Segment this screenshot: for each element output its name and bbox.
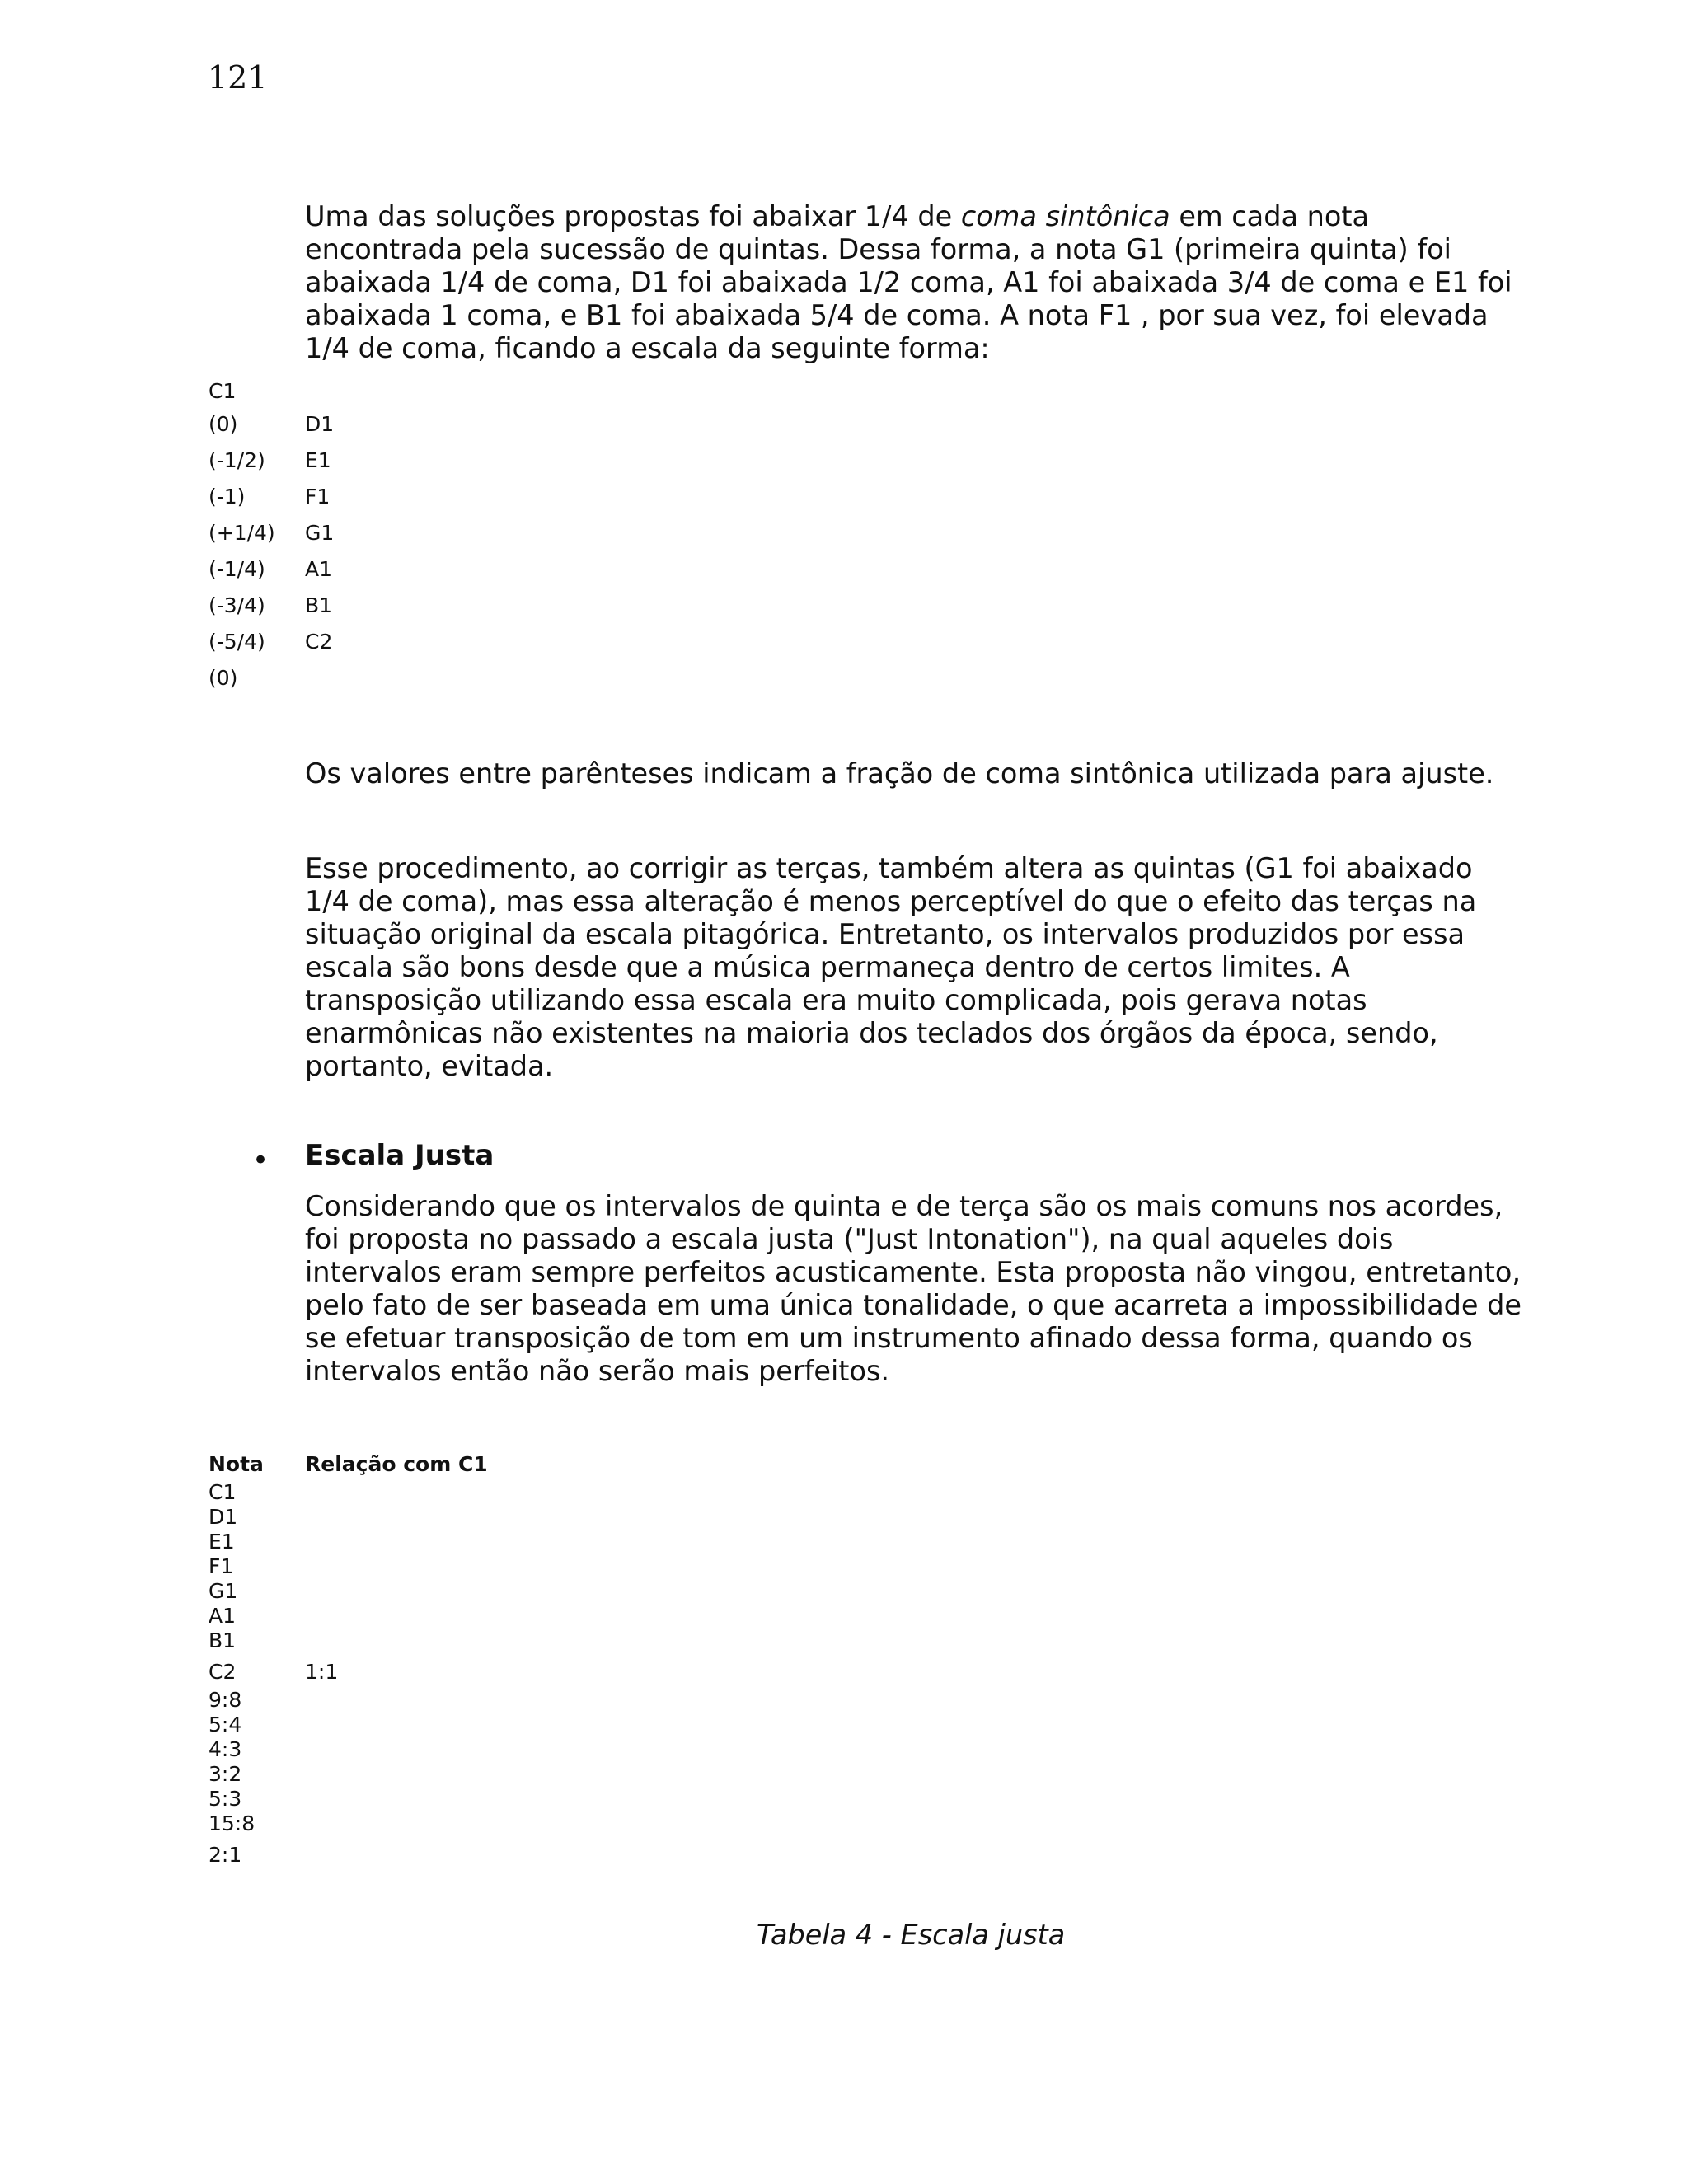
table-cell-nota: C2	[209, 1660, 237, 1684]
paragraph-text-end: em cada nota encontrada pela sucessão de quintas. Dessa forma, a nota G1 (primeira quinta) foi abaixada 1/4 de coma, D1 foi abaixada 1/2 coma, A1 foi abaixada 3/4 de coma e E1 foi abaixada 1 coma, e B1 foi abaixada 5/4 de coma. A nota F1 , por sua vez, foi elevada 1/4 de coma, ficando a escala da seguinte forma:	[305, 200, 1512, 364]
emphasis-coma-sintonica: coma sintônica	[960, 200, 1170, 232]
paragraph-text-start: Uma das soluções propostas foi abaixar 1/4 de	[305, 200, 961, 232]
table-cell-nota: E1	[209, 1530, 235, 1554]
paragraph-procedure: Esse procedimento, ao corrigir as terças, também altera as quintas (G1 foi abaixado 1/4 de coma), mas essa alteração é menos perceptível do que o efeito das terças na situação original da escala pitagórica. Entretanto, os intervalos produzidos por essa escala são bons desde que a música permaneça dentro de certos limites. A transposição utilizando essa escala era muito complicada, pois gerava notas enarmônicas não existentes na maioria dos teclados dos órgãos da época, sendo, portanto, evitada.	[305, 852, 1477, 1082]
table-cell-nota: F1	[209, 1554, 234, 1578]
page-number: 121	[208, 59, 268, 96]
scale-right-item: A1	[305, 557, 333, 581]
table-cell-nota: B1	[209, 1629, 237, 1652]
scale-right-item: C2	[305, 630, 333, 654]
paragraph-coma-solution	[305, 200, 1525, 365]
table-header-relacao: Relação com C1	[305, 1452, 488, 1476]
table-cell-nota: C1	[209, 1480, 237, 1504]
table-cell-nota: A1	[209, 1604, 237, 1628]
paragraph-parentheses-note: Os valores entre parênteses indicam a fração de coma sintônica utilizada para ajuste.	[305, 757, 1494, 790]
scale-left-item: (0)	[209, 666, 238, 690]
table-caption: Tabela 4 - Escala justa	[757, 1919, 1066, 1951]
table-cell-nota: 5:3	[209, 1787, 242, 1811]
scale-right-item: G1	[305, 521, 335, 545]
scale-right-item: E1	[305, 448, 331, 472]
scale-left-item: (-3/4)	[209, 593, 265, 617]
scale-right-item: D1	[305, 412, 335, 436]
table-cell-nota: 9:8	[209, 1688, 242, 1712]
table-cell-nota: D1	[209, 1505, 238, 1529]
table-cell-nota: 3:2	[209, 1762, 242, 1786]
bullet-marker: •	[252, 1144, 270, 1177]
table-header-nota: Nota	[209, 1452, 264, 1476]
scale-left-item: (-1/4)	[209, 557, 265, 581]
table-cell-nota: 2:1	[209, 1843, 242, 1867]
scale-right-item: B1	[305, 593, 333, 617]
section-heading-escala-justa: Escala Justa	[305, 1139, 495, 1172]
scale-left-item: (-5/4)	[209, 630, 265, 654]
scale-left-item: (-1)	[209, 485, 246, 509]
table-cell-nota: 15:8	[209, 1811, 256, 1835]
scale-left-item: C1	[209, 379, 237, 403]
table-cell-nota: G1	[209, 1579, 238, 1603]
paragraph-escala-justa: Considerando que os intervalos de quinta e de terça são os mais comuns nos acordes, foi proposta no passado a escala justa ("Just Intonation"), na qual aqueles dois intervalos eram sempre perfeitos acusticamente. Esta proposta não vingou, entretanto, pelo fato de ser baseada em uma única tonalidade, o que acarreta a impossibilidade de se efetuar transposição de tom em um instrumento afinado dessa forma, quando os intervalos então não serão mais perfeitos.	[305, 1190, 1522, 1387]
table-cell-relacao: 1:1	[305, 1660, 339, 1684]
scale-left-item: (+1/4)	[209, 521, 275, 545]
scale-left-item: (0)	[209, 412, 238, 436]
table-cell-nota: 4:3	[209, 1737, 242, 1761]
table-cell-nota: 5:4	[209, 1713, 242, 1736]
scale-right-item: F1	[305, 485, 331, 509]
scale-left-item: (-1/2)	[209, 448, 265, 472]
